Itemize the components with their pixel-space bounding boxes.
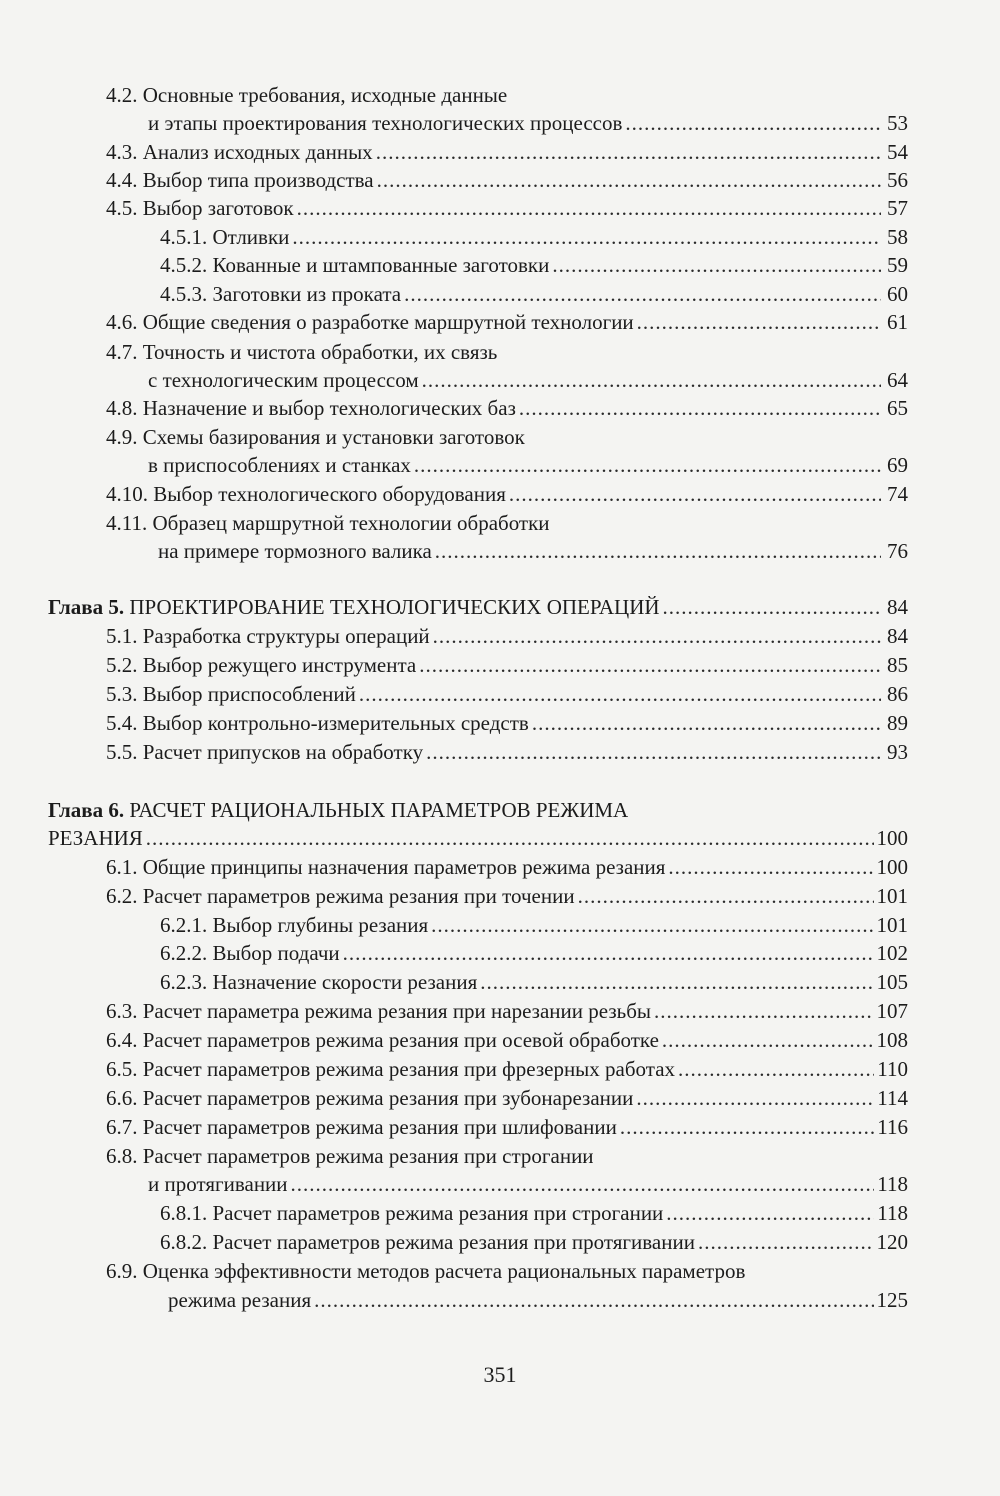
toc-entry-text: 4.5.2. Кованные и штампованные заготовки bbox=[160, 253, 550, 277]
leader-dots bbox=[433, 621, 881, 651]
toc-entry-text: 6.2.1. Выбор глубины резания bbox=[160, 913, 429, 937]
toc-entry bbox=[48, 1256, 966, 1286]
toc-page-number: 74 bbox=[887, 482, 908, 506]
toc-page-number: 89 bbox=[887, 711, 908, 735]
toc-entry-text: 4.9. Схемы базирования и установки заготовок bbox=[106, 425, 525, 449]
toc-entry-text: 4.10. Выбор технологического оборудования bbox=[106, 482, 506, 506]
toc-page-number: 64 bbox=[887, 368, 908, 392]
leader-dots bbox=[519, 393, 881, 423]
toc-entry bbox=[48, 1141, 966, 1171]
leader-dots bbox=[678, 1054, 874, 1084]
chapter-heading-text bbox=[48, 798, 628, 822]
toc-entry-text: 4.7. Точность и чистота обработки, их связь bbox=[106, 340, 498, 364]
leader-dots bbox=[422, 365, 881, 395]
toc-entry-text: в приспособлениях и станках bbox=[148, 453, 411, 477]
toc-entry bbox=[48, 250, 908, 280]
toc-entry-text: 5.4. Выбор контрольно-измерительных средств bbox=[106, 711, 529, 735]
toc-entry bbox=[48, 1112, 908, 1142]
toc-entry bbox=[48, 393, 908, 423]
toc-entry bbox=[48, 479, 908, 509]
toc-page-number: 125 bbox=[876, 1288, 908, 1312]
leader-dots bbox=[532, 708, 881, 738]
toc-page-number: 105 bbox=[876, 970, 908, 994]
toc-entry bbox=[48, 650, 908, 680]
toc-entry-text: и этапы проектирования технологических процессов bbox=[148, 111, 623, 135]
page-number: 351 bbox=[483, 1362, 517, 1387]
toc-entry-text: 6.3. Расчет параметра режима резания при нарезании резьбы bbox=[106, 999, 652, 1023]
leader-dots bbox=[431, 910, 873, 940]
toc-page-number: 56 bbox=[887, 168, 908, 192]
toc-entry bbox=[48, 1285, 908, 1315]
toc-page-number: 85 bbox=[887, 653, 908, 677]
toc-page-number: 58 bbox=[887, 225, 908, 249]
leader-dots bbox=[637, 307, 881, 337]
chapter-label: Глава 6. bbox=[48, 798, 125, 822]
leader-dots bbox=[654, 996, 873, 1026]
toc-entry bbox=[48, 307, 908, 337]
toc-page-number: 118 bbox=[877, 1172, 908, 1196]
toc-page-number: 84 bbox=[887, 624, 908, 648]
leader-dots bbox=[509, 479, 881, 509]
toc-page-number: 60 bbox=[887, 282, 908, 306]
chapter-label: Глава 5. bbox=[48, 595, 125, 619]
toc-page-number: 57 bbox=[887, 196, 908, 220]
leader-dots bbox=[435, 536, 881, 566]
toc-page-number: 120 bbox=[876, 1230, 908, 1254]
toc-entry bbox=[48, 222, 908, 252]
chapter-heading bbox=[48, 795, 908, 825]
leader-dots bbox=[297, 193, 881, 223]
toc-entry-text: 4.5. Выбор заготовок bbox=[106, 196, 294, 220]
toc-page-number: 101 bbox=[876, 884, 908, 908]
toc-entry bbox=[48, 536, 908, 566]
toc-entry bbox=[48, 193, 908, 223]
toc-page-number: 118 bbox=[877, 1201, 908, 1225]
toc-entry-text: режима резания bbox=[168, 1288, 312, 1312]
toc-entry bbox=[48, 708, 908, 738]
chapter-heading bbox=[48, 592, 908, 622]
toc-entry-text: 6.2.3. Назначение скорости резания bbox=[160, 970, 478, 994]
toc-entry-text: 6.8. Расчет параметров режима резания при строгании bbox=[106, 1144, 594, 1168]
toc-entry-text: 4.8. Назначение и выбор технологических баз bbox=[106, 396, 516, 420]
leader-dots bbox=[620, 1112, 874, 1142]
toc-entry bbox=[48, 165, 908, 195]
leader-dots bbox=[625, 108, 881, 138]
toc-entry-text: 6.6. Расчет параметров режима резания при зубонарезании bbox=[106, 1086, 634, 1110]
toc-page-number: 54 bbox=[887, 140, 908, 164]
toc-entry bbox=[48, 108, 908, 138]
toc-page-number: 100 bbox=[876, 826, 908, 850]
leader-dots bbox=[377, 165, 881, 195]
toc-entry-text: 6.1. Общие принципы назначения параметров режима резания bbox=[106, 855, 666, 879]
toc-entry bbox=[48, 967, 908, 997]
toc-entry-text: 4.2. Основные требования, исходные данные bbox=[106, 83, 508, 107]
toc-page-number: 107 bbox=[876, 999, 908, 1023]
toc-page-number: 53 bbox=[887, 111, 908, 135]
toc-entry bbox=[48, 80, 966, 110]
toc-entry-text: 6.8.1. Расчет параметров режима резания при строгании bbox=[160, 1201, 664, 1225]
leader-dots bbox=[359, 679, 881, 709]
toc-page-number: 114 bbox=[877, 1086, 908, 1110]
toc-entry-text: РЕЗАНИЯ bbox=[48, 826, 143, 850]
toc-entry-text: 6.9. Оценка эффективности методов расчета рациональных параметров bbox=[106, 1259, 746, 1283]
toc-entry bbox=[48, 1083, 908, 1113]
leader-dots bbox=[698, 1227, 874, 1257]
leader-dots bbox=[343, 938, 874, 968]
toc-entry bbox=[48, 1025, 908, 1055]
toc-page-number: 116 bbox=[877, 1115, 908, 1139]
leader-dots bbox=[578, 881, 874, 911]
toc-entry bbox=[48, 852, 908, 882]
leader-dots bbox=[419, 650, 881, 680]
toc-page-number: 69 bbox=[887, 453, 908, 477]
leader-dots bbox=[668, 852, 873, 882]
toc-entry bbox=[48, 279, 908, 309]
toc-page-number: 110 bbox=[877, 1057, 908, 1081]
toc-page-number: 102 bbox=[876, 941, 908, 965]
toc-page-number: 86 bbox=[887, 682, 908, 706]
toc-entry bbox=[48, 1169, 908, 1199]
toc-entry bbox=[48, 823, 908, 853]
toc-page-number: 101 bbox=[876, 913, 908, 937]
toc-entry-text: 4.3. Анализ исходных данных bbox=[106, 140, 373, 164]
toc-entry bbox=[48, 1198, 908, 1228]
leader-dots bbox=[480, 967, 873, 997]
toc-entry-text: на примере тормозного валика bbox=[158, 539, 432, 563]
leader-dots bbox=[552, 250, 881, 280]
toc-page-number: 65 bbox=[887, 396, 908, 420]
toc-entry bbox=[48, 1227, 908, 1257]
toc-entry-text: 5.2. Выбор режущего инструмента bbox=[106, 653, 417, 677]
toc-entry-text: 6.2. Расчет параметров режима резания при точении bbox=[106, 884, 575, 908]
toc-entry bbox=[48, 365, 908, 395]
toc-page-number: 93 bbox=[887, 740, 908, 764]
leader-dots bbox=[291, 1169, 875, 1199]
toc-entry-text: 4.6. Общие сведения о разработке маршрутной технологии bbox=[106, 310, 634, 334]
toc-entry-text: 4.5.1. Отливки bbox=[160, 225, 290, 249]
toc-entry bbox=[48, 1054, 908, 1084]
leader-dots bbox=[376, 137, 881, 167]
toc-entry-text: 4.5.3. Заготовки из проката bbox=[160, 282, 402, 306]
toc-page-number: 84 bbox=[887, 595, 908, 619]
toc-page-number: 76 bbox=[887, 539, 908, 563]
toc-entry-text: с технологическим процессом bbox=[148, 368, 419, 392]
chapter-title: РАСЧЕТ РАЦИОНАЛЬНЫХ ПАРАМЕТРОВ РЕЖИМА bbox=[129, 798, 629, 822]
leader-dots bbox=[666, 1198, 874, 1228]
toc-entry-text: 6.7. Расчет параметров режима резания при шлифовании bbox=[106, 1115, 617, 1139]
toc-entry-text: 6.8.2. Расчет параметров режима резания при протягивании bbox=[160, 1230, 695, 1254]
leader-dots bbox=[636, 1083, 874, 1113]
chapter-title: ПРОЕКТИРОВАНИЕ ТЕХНОЛОГИЧЕСКИХ ОПЕРАЦИЙ bbox=[129, 595, 660, 619]
leader-dots bbox=[404, 279, 881, 309]
leader-dots bbox=[426, 737, 881, 767]
toc-entry bbox=[48, 621, 908, 651]
toc-entry-text: 5.3. Выбор приспособлений bbox=[106, 682, 356, 706]
leader-dots bbox=[146, 823, 874, 853]
toc-entry-text: 6.2.2. Выбор подачи bbox=[160, 941, 340, 965]
toc-entry bbox=[48, 450, 908, 480]
leader-dots bbox=[663, 592, 881, 622]
toc-entry-text: 5.5. Расчет припусков на обработку bbox=[106, 740, 424, 764]
toc-page-number: 61 bbox=[887, 310, 908, 334]
leader-dots bbox=[314, 1285, 873, 1315]
toc-page-number: 59 bbox=[887, 253, 908, 277]
toc-entry bbox=[48, 337, 966, 367]
leader-dots bbox=[292, 222, 881, 252]
toc-entry-text: и протягивании bbox=[148, 1172, 288, 1196]
toc-entry-text: 4.4. Выбор типа производства bbox=[106, 168, 374, 192]
toc-entry bbox=[48, 137, 908, 167]
toc-entry bbox=[48, 938, 908, 968]
toc-entry bbox=[48, 422, 966, 452]
leader-dots bbox=[662, 1025, 874, 1055]
chapter-heading-text bbox=[48, 592, 660, 622]
toc-entry-text: 6.4. Расчет параметров режима резания при осевой обработке bbox=[106, 1028, 659, 1052]
toc-entry bbox=[48, 910, 908, 940]
toc-entry bbox=[48, 737, 908, 767]
toc-entry-text: 5.1. Разработка структуры операций bbox=[106, 624, 430, 648]
toc-page-number: 100 bbox=[876, 855, 908, 879]
toc-entry bbox=[48, 508, 966, 538]
toc-entry bbox=[48, 996, 908, 1026]
toc-entry-text: 4.11. Образец маршрутной технологии обработки bbox=[106, 511, 550, 535]
leader-dots bbox=[414, 450, 881, 480]
toc-page-number: 108 bbox=[876, 1028, 908, 1052]
toc-entry-text: 6.5. Расчет параметров режима резания при фрезерных работах bbox=[106, 1057, 676, 1081]
toc-entry bbox=[48, 881, 908, 911]
toc-entry bbox=[48, 679, 908, 709]
